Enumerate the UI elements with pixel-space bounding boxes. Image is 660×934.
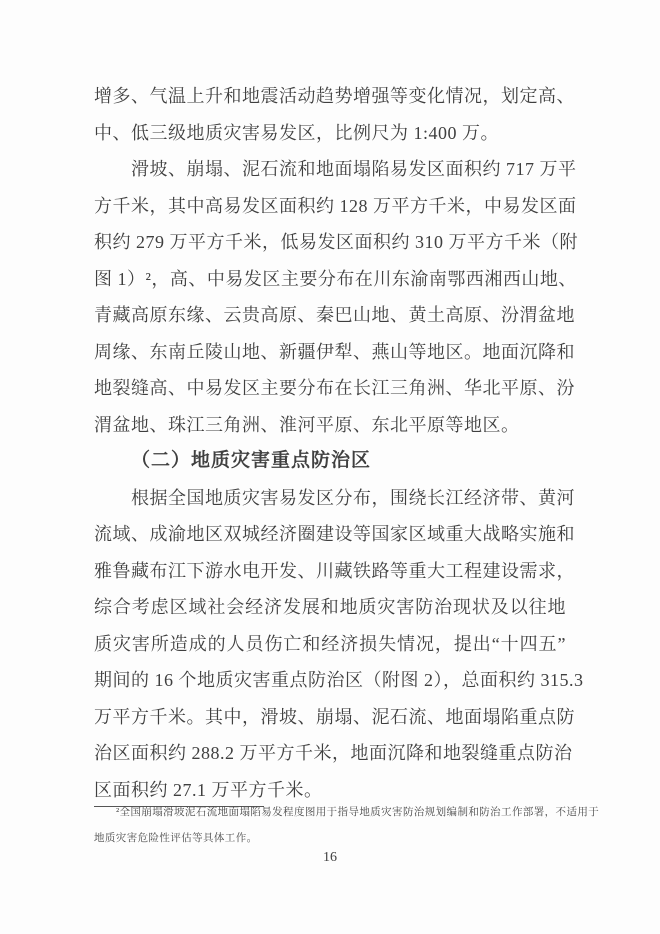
paragraph-line: 根据全国地质灾害易发区分布，围绕长江经济带、黄河 [131, 487, 575, 508]
section-heading: （二）地质灾害重点防治区 [131, 450, 372, 471]
paragraph-line: 综合考虑区域社会经济发展和地质灾害防治现状及以往地 [94, 597, 566, 617]
paragraph-line: 青藏高原东缘、云贵高原、秦巴山地、黄土高原、汾渭盆地 [94, 305, 575, 325]
paragraph-line: 积约 279 万平方千米，低易发区面积约 310 万平方千米（附 [94, 232, 578, 252]
paragraph-line: 期间的 16 个地质灾害重点防治区（附图 2），总面积约 315.3 [94, 670, 584, 690]
paragraph-line: 治区面积约 288.2 万平方千米，地面沉降和地裂缝重点防治 [94, 743, 573, 763]
paragraph-line: 中、低三级地质灾害易发区，比例尺为 1:400 万。 [94, 122, 499, 143]
paragraph-line: 图 1）²，高、中易发区主要分布在川东渝南鄂西湘西山地、 [94, 268, 577, 289]
footnote [94, 800, 600, 852]
paragraph-1 [94, 78, 575, 151]
paragraph-line: 方千米，其中高易发区面积约 128 万平方千米，中易发区面 [94, 195, 577, 216]
paragraph-2 [94, 151, 578, 443]
paragraph-line: 增多、气温上升和地震活动趋势增强等变化情况，划定高、 [94, 86, 575, 106]
page-number: 16 [323, 850, 337, 865]
paragraph-line: 地裂缝高、中易发区主要分布在长江三角洲、华北平原、汾 [94, 378, 575, 398]
paragraph-line: 渭盆地、珠江三角洲、淮河平原、东北平原等地区。 [94, 414, 520, 435]
body-text [94, 78, 584, 808]
footnote-line: 地质灾害危险性评估等具体工作。 [94, 833, 258, 844]
paragraph-3 [94, 480, 584, 809]
paragraph-line: 雅鲁藏布江下游水电开发、川藏铁路等重大工程建设需求， [94, 560, 575, 581]
paragraph-line: 滑坡、崩塌、泥石流和地面塌陷易发区面积约 717 万平 [131, 159, 577, 179]
paragraph-line: 区面积约 27.1 万平方千米。 [94, 779, 323, 800]
paragraph-line: 周缘、东南丘陵山地、新疆伊犁、燕山等地区。地面沉降和 [94, 341, 575, 362]
paragraph-line: 流域、成渝地区双城经济圈建设等国家区域重大战略实施和 [94, 524, 575, 544]
paragraph-line: 万平方千米。其中，滑坡、崩塌、泥石流、地面塌陷重点防 [94, 706, 575, 727]
paragraph-line: 质灾害所造成的人员伤亡和经济损失情况，提出“十四五” [94, 633, 566, 654]
footnote-line: ²全国崩塌滑坡泥石流地面塌陷易发程度图用于指导地质灾害防治规划编制和防治工作部署，不适用于 [116, 807, 600, 818]
